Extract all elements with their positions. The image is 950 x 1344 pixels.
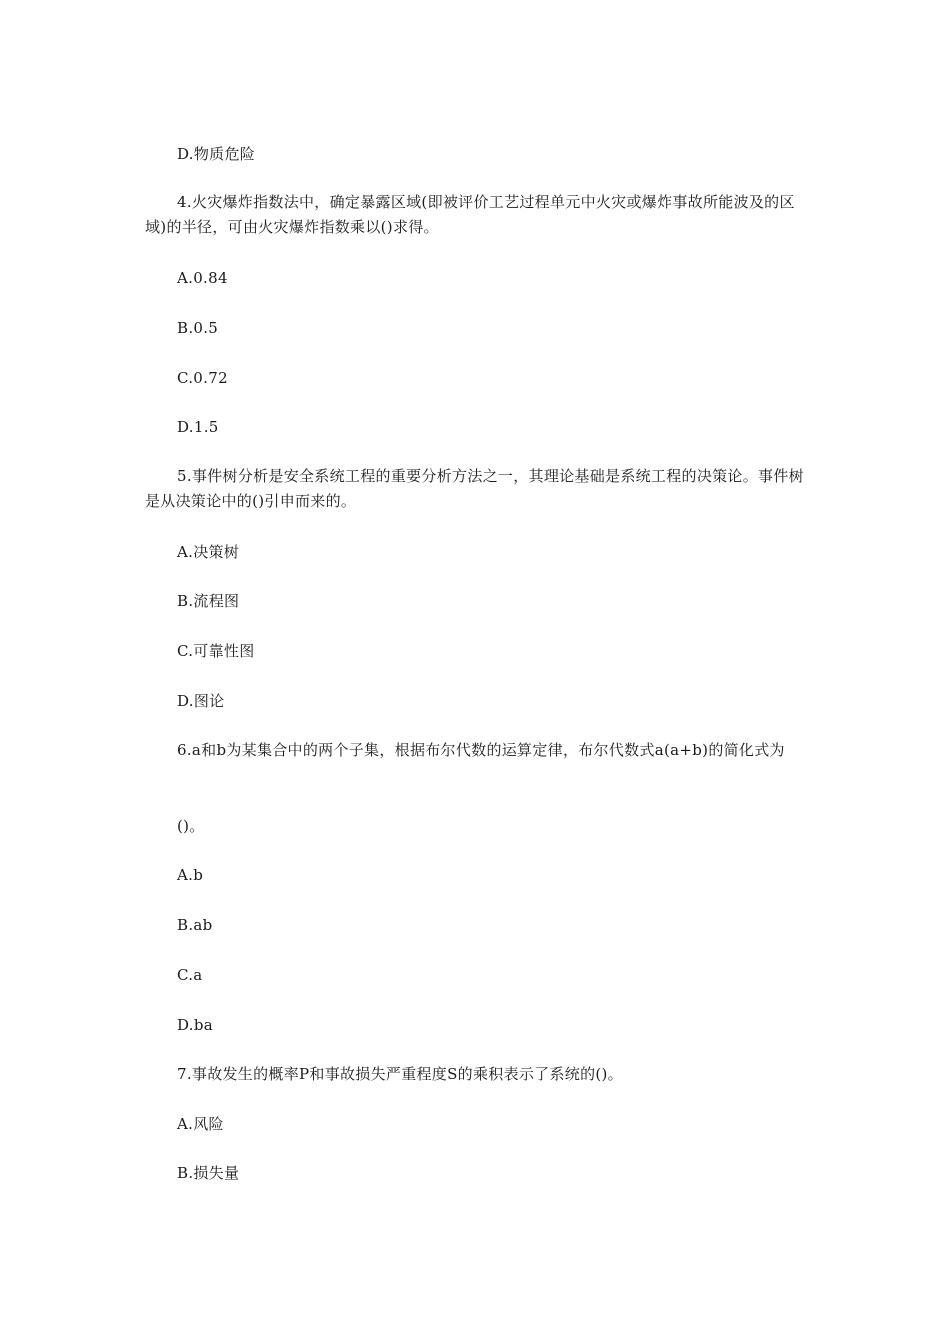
q5-option-b: B.流程图 — [177, 592, 240, 610]
q6-blank: ()。 — [177, 817, 205, 835]
q5-option-a: A.决策树 — [177, 543, 240, 561]
q7-stem: 7.事故发生的概率P和事故损失严重程度S的乘积表示了系统的()。 — [177, 1065, 623, 1083]
q7-option-a: A.风险 — [177, 1115, 224, 1133]
q5-option-c: C.可靠性图 — [177, 642, 255, 660]
q5-stem — [145, 464, 810, 514]
q6-option-b: B.ab — [177, 916, 213, 934]
q3-option-d: D.物质危险 — [177, 145, 256, 163]
q5-stem-text: 5.事件树分析是安全系统工程的重要分析方法之一，其理论基础是系统工程的决策论。事件树是从决策论中的()引申而来的。 — [145, 467, 804, 510]
q7-option-b: B.损失量 — [177, 1164, 240, 1182]
q5-option-d: D.图论 — [177, 692, 225, 710]
q4-option-a: A.0.84 — [177, 269, 228, 287]
q4-stem-text: 4.火灾爆炸指数法中，确定暴露区域(即被评价工艺过程单元中火灾或爆炸事故所能波及的区域)的半径，可由火灾爆炸指数乘以()求得。 — [145, 193, 795, 236]
q4-stem — [145, 190, 810, 240]
q6-stem-text: 6.a和b为某集合中的两个子集，根据布尔代数的运算定律，布尔代数式a(a+b)的简化式为 — [177, 741, 785, 759]
q6-option-d: D.ba — [177, 1016, 214, 1034]
q6-option-a: A.b — [177, 866, 204, 884]
q4-option-c: C.0.72 — [177, 369, 228, 387]
q6-stem — [145, 738, 810, 763]
q4-option-d: D.1.5 — [177, 418, 219, 436]
q6-option-c: C.a — [177, 966, 203, 984]
q4-option-b: B.0.5 — [177, 319, 219, 337]
